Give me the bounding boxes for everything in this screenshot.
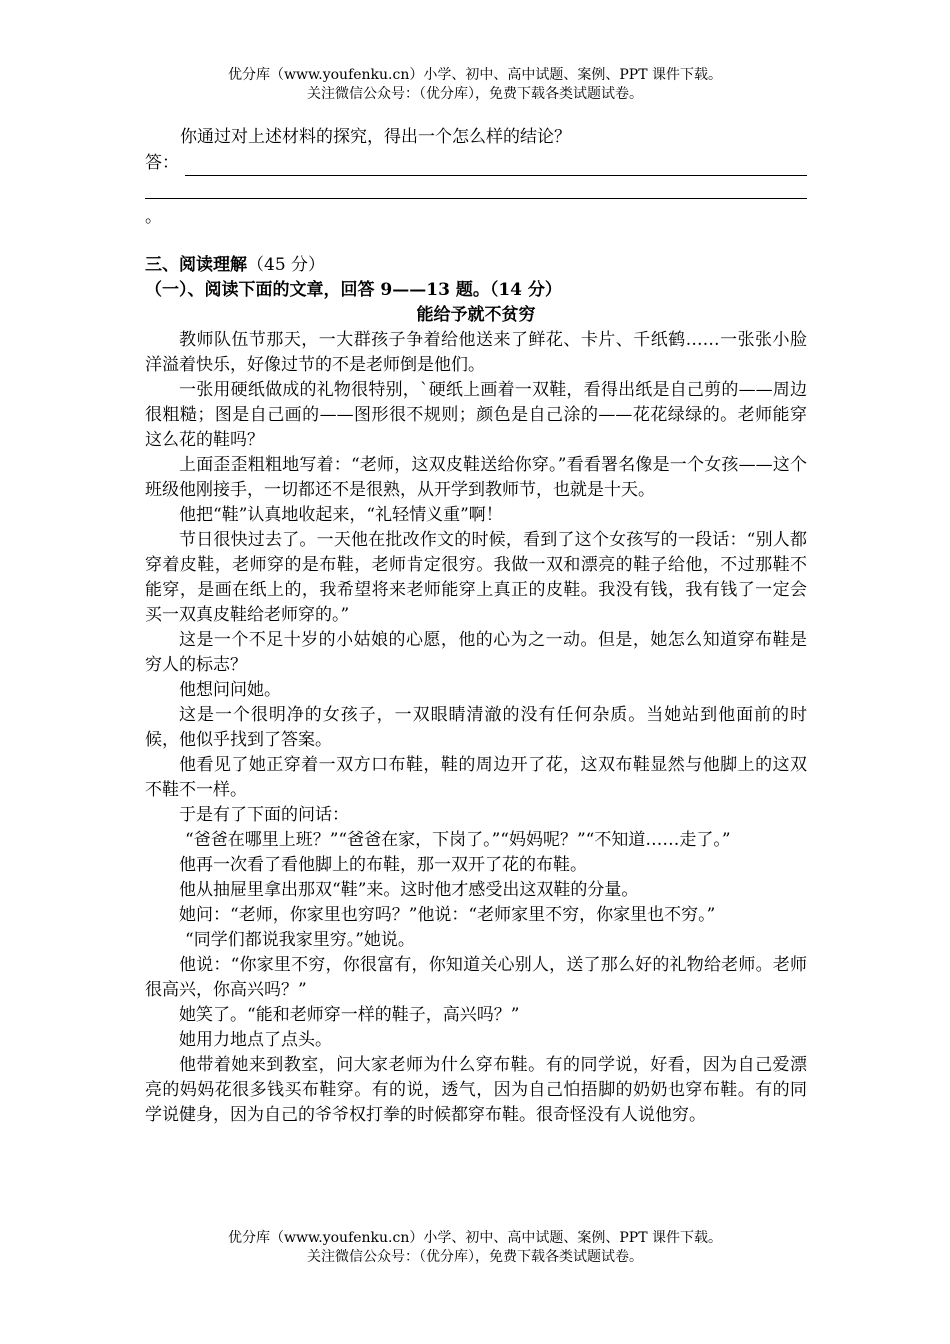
paragraph-19: 他带着她来到教室，问大家老师为什么穿布鞋。有的同学说，好看，因为自己爱漂亮的妈妈花很多钱买布鞋穿。有的说，透气，因为自己怕捂脚的奶奶也穿布鞋。有的同学说健身，因为自己的爷爷权打拳的时候都穿布鞋。很奇怪没有人说他穷。 bbox=[145, 1055, 807, 1125]
paragraph-9: 他看见了她正穿着一双方口布鞋，鞋的周边开了花，这双布鞋显然与他脚上的这双不鞋不一样。 bbox=[145, 755, 807, 800]
paragraph-6: 这是一个不足十岁的小姑娘的心愿，他的心为之一动。但是，她怎么知道穿布鞋是穷人的标志？ bbox=[145, 630, 807, 675]
section-title-text: 三、阅读理解 bbox=[145, 255, 247, 275]
document-body bbox=[145, 125, 807, 1128]
paragraph-11: “爸爸在哪里上班？”“爸爸在家，下岗了。”“妈妈呢？”“不知道……走了。” bbox=[185, 830, 731, 850]
answer-blank-line-1[interactable] bbox=[185, 153, 807, 176]
article-title: 能给予就不贫穷 bbox=[416, 305, 536, 325]
header-line-2: 关注微信公众号：（优分库），免费下载各类试题试卷。 bbox=[307, 86, 643, 102]
answer-blank-line-2[interactable] bbox=[145, 176, 807, 199]
sub-section-title: （一）、阅读下面的文章，回答 9——13 题。（14 分） bbox=[145, 280, 562, 300]
section-title bbox=[145, 253, 807, 278]
paragraph-16: 他说：“你家里不穷，你很富有，你知道关心别人，送了那么好的礼物给老师。老师很高兴，你高兴吗？” bbox=[145, 955, 807, 1000]
paragraph-7: 他想问问她。 bbox=[179, 680, 281, 700]
paragraph-1: 教师队伍节那天，一大群孩子争着给他送来了鲜花、卡片、千纸鹤……一张张小脸洋溢着快乐，好像过节的不是老师倒是他们。 bbox=[145, 330, 807, 375]
paragraph-8: 这是一个很明净的女孩子，一双眼睛清澈的没有任何杂质。当她站到他面前的时候，他似乎找到了答案。 bbox=[145, 705, 807, 750]
paragraph-18: 她用力地点了点头。 bbox=[179, 1030, 332, 1050]
answer-row bbox=[145, 150, 807, 176]
page-header bbox=[0, 66, 950, 104]
answer-trailing-period: 。 bbox=[145, 207, 162, 227]
section-score: （45 分） bbox=[247, 255, 326, 275]
paragraph-15: “同学们都说我家里穷。”她说。 bbox=[185, 930, 415, 950]
paragraph-14: 她问：“老师，你家里也穷吗？”他说：“老师家里不穷，你家里也不穷。” bbox=[179, 905, 716, 925]
page-footer bbox=[0, 1229, 950, 1267]
answer-label: 答： bbox=[145, 153, 179, 173]
header-line-1: 优分库（www.youfenku.cn）小学、初中、高中试题、案例、PPT 课件下载。 bbox=[227, 67, 722, 83]
paragraph-5: 节日很快过去了。一天他在批改作文的时候，看到了这个女孩写的一段话：“别人都穿着皮鞋，老师穿的是布鞋，老师肯定很穷。我做一双和漂亮的鞋子给他，不过那鞋不能穿，是画在纸上的，我希望将来老师能穿上真正的皮鞋。我没有钱，我有钱了一定会买一双真皮鞋给老师穿的。” bbox=[145, 530, 807, 625]
paragraph-13: 他从抽屉里拿出那双“鞋”来。这时他才感受出这双鞋的分量。 bbox=[179, 880, 639, 900]
footer-line-2: 关注微信公众号：（优分库），免费下载各类试题试卷。 bbox=[307, 1249, 643, 1265]
paragraph-2: 一张用硬纸做成的礼物很特别，`硬纸上画着一双鞋，看得出纸是自己剪的——周边很粗糙；图是自己画的——图形很不规则；颜色是自己涂的——花花绿绿的。老师能穿这么花的鞋吗？ bbox=[145, 380, 807, 450]
paragraph-12: 他再一次看了看他脚上的布鞋，那一双开了花的布鞋。 bbox=[179, 855, 587, 875]
paragraph-17: 她笑了。“能和老师穿一样的鞋子，高兴吗？” bbox=[179, 1005, 520, 1025]
paragraph-3: 上面歪歪粗粗地写着：“老师，这双皮鞋送给你穿。”看看署名像是一个女孩——这个班级他刚接手，一切都还不是很熟，从开学到教师节，也就是十天。 bbox=[145, 455, 807, 500]
footer-line-1: 优分库（www.youfenku.cn）小学、初中、高中试题、案例、PPT 课件下载。 bbox=[227, 1230, 722, 1246]
paragraph-4: 他把“鞋”认真地收起来，“礼轻情义重”啊！ bbox=[179, 505, 503, 525]
paragraph-10: 于是有了下面的问话： bbox=[179, 805, 349, 825]
question-prompt: 你通过对上述材料的探究，得出一个怎么样的结论？ bbox=[180, 127, 571, 147]
